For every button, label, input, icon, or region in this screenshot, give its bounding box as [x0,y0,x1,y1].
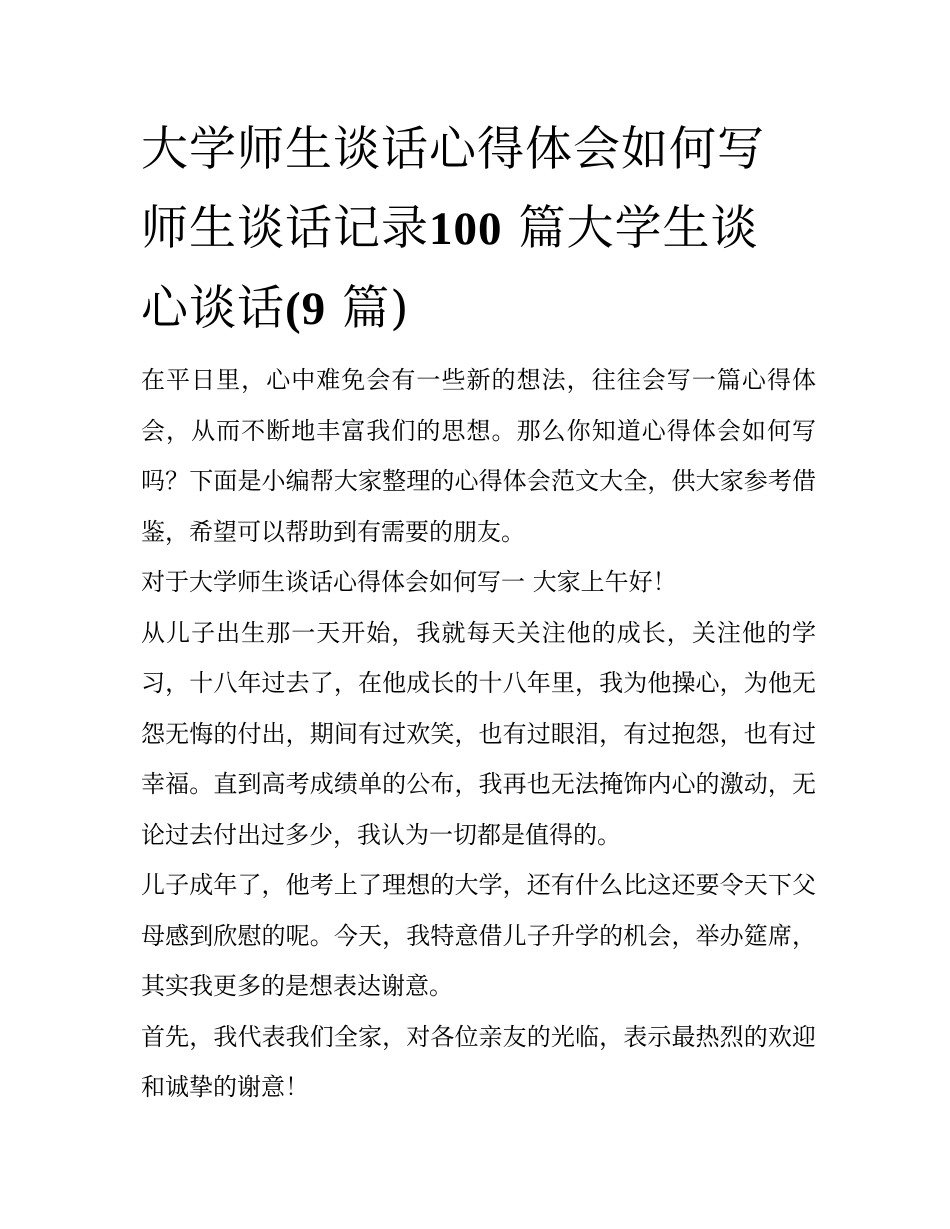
title-line-1: 大学师生谈话心得体会如何写 [141,122,765,177]
paragraph-son-growth: 从儿子出生那一天开始，我就每天关注他的成长，关注他的学习，十八年过去了，在他成长的十八年里，我为他操心，为他无怨无悔的付出，期间有过欢笑，也有过眼泪，有过抱怨，也有过幸福。直到高考成绩单的公布，我再也无法掩饰内心的激动，无论过去付出过多少，我认为一切都是值得的。 [141,618,816,849]
document-title [141,110,816,349]
paragraph-son-adult: 儿子成年了，他考上了理想的大学，还有什么比这还要令天下父母感到欣慰的呢。今天，我特意借儿子升学的机会，举办筵席，其实我更多的是想表达谢意。 [141,871,816,1000]
title-line-2-number: 100 [429,203,503,255]
title-line-2-text: 师生谈话记录 [141,201,429,256]
paragraph-welcome: 首先，我代表我们全家，对各位亲友的光临，表示最热烈的欢迎和诚挚的谢意！ [141,1022,816,1101]
paragraph-intro: 在平日里，心中难免会有一些新的想法，往往会写一篇心得体会，从而不断地丰富我们的思想。那么你知道心得体会如何写吗？下面是小编帮大家整理的心得体会范文大全，供大家参考借鉴，希望可以帮助到有需要的朋友。 [141,366,816,546]
title-line-3-suffix: 篇) [326,281,410,336]
title-line-3-text: 心谈话 [141,281,285,336]
document-content [141,110,816,1113]
paragraph-section-heading: 对于大学师生谈话心得体会如何写一 大家上午好！ [141,568,677,596]
title-line-2-suffix: 篇大学生谈 [502,201,759,256]
title-line-3-number: (9 [285,283,327,335]
